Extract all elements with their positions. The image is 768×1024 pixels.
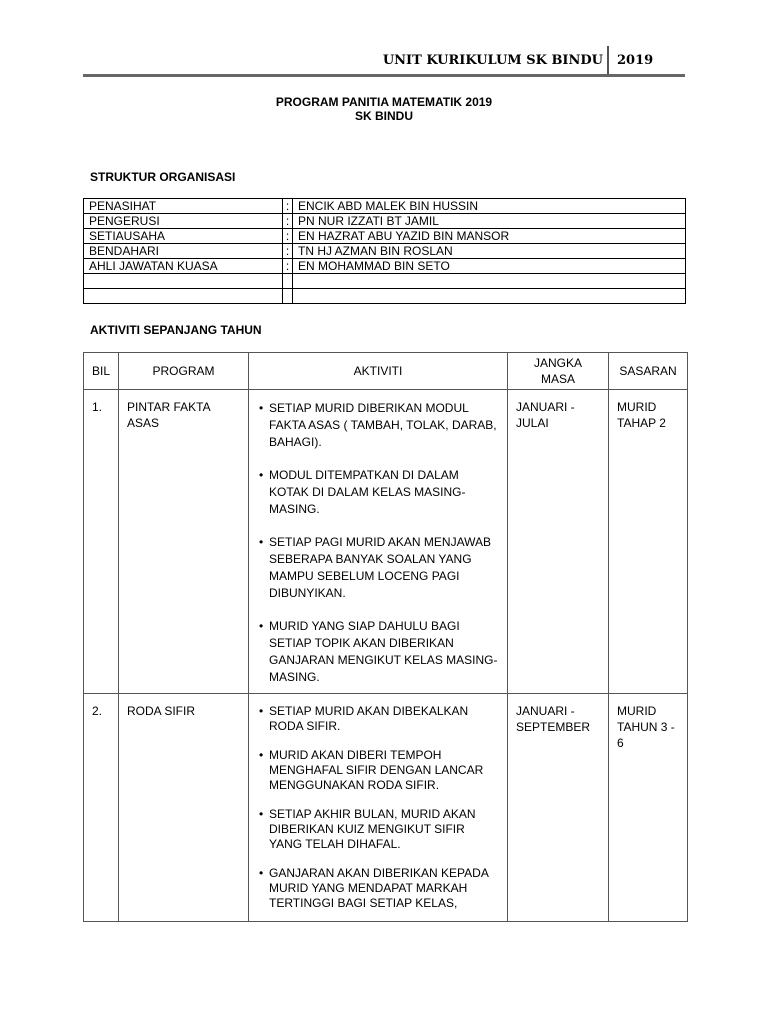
header-divider bbox=[607, 46, 609, 76]
row-sasaran: MURID TAHUN 3 - 6 bbox=[609, 694, 688, 922]
activity-item: • SETIAP PAGI MURID AKAN MENJAWAB SEBERAPA BANYAK SOALAN YANG MAMPU SEBELUM LOCENG PAGI DIBUNYIKAN. bbox=[257, 534, 501, 602]
org-row-empty bbox=[84, 274, 686, 289]
org-separator: : bbox=[283, 244, 293, 259]
org-separator: : bbox=[283, 214, 293, 229]
organization-table bbox=[83, 198, 686, 304]
row-program: RODA SIFIR bbox=[119, 694, 249, 922]
activity-item: • MODUL DITEMPATKAN DI DALAM KOTAK DI DALAM KELAS MASING-MASING. bbox=[257, 467, 501, 518]
org-separator: : bbox=[283, 229, 293, 244]
org-name: TN HJ AZMAN BIN ROSLAN bbox=[293, 244, 686, 259]
row-bil: 1. bbox=[84, 390, 119, 694]
org-name: PN NUR IZZATI BT JAMIL bbox=[293, 214, 686, 229]
org-separator: : bbox=[283, 199, 293, 214]
org-role: AHLI JAWATAN KUASA bbox=[84, 259, 283, 274]
header-rule bbox=[83, 74, 685, 77]
org-name: ENCIK ABD MALEK BIN HUSSIN bbox=[293, 199, 686, 214]
org-row bbox=[84, 214, 686, 229]
activity-row bbox=[84, 390, 688, 694]
organization-heading: STRUKTUR ORGANISASI bbox=[90, 170, 236, 184]
row-activities bbox=[249, 390, 508, 694]
col-program: PROGRAM bbox=[119, 353, 249, 390]
org-row bbox=[84, 244, 686, 259]
org-row bbox=[84, 229, 686, 244]
row-jangka-masa: JANUARI - JULAI bbox=[508, 390, 609, 694]
title-line-1: PROGRAM PANITIA MATEMATIK 2019 bbox=[275, 95, 493, 109]
row-program: PINTAR FAKTA ASAS bbox=[119, 390, 249, 694]
document-title bbox=[83, 95, 685, 123]
org-row bbox=[84, 259, 686, 274]
header-year: 2019 bbox=[617, 53, 654, 68]
col-sasaran: SASARAN bbox=[609, 353, 688, 390]
org-name: EN MOHAMMAD BIN SETO bbox=[293, 259, 686, 274]
activity-item: • MURID YANG SIAP DAHULU BAGI SETIAP TOPIK AKAN DIBERIKAN GANJARAN MENGIKUT KELAS MASING-MASING. bbox=[257, 618, 501, 686]
title-line-2: SK BINDU bbox=[354, 109, 413, 123]
activity-item: • SETIAP MURID AKAN DIBEKALKAN RODA SIFIR. bbox=[257, 704, 501, 734]
activities-heading: AKTIVITI SEPANJANG TAHUN bbox=[90, 323, 262, 337]
org-role: PENGERUSI bbox=[84, 214, 283, 229]
row-activities bbox=[249, 694, 508, 922]
col-bil: BIL bbox=[84, 353, 119, 390]
activities-header-row bbox=[84, 353, 688, 390]
activities-table bbox=[83, 352, 688, 922]
row-jangka-masa: JANUARI - SEPTEMBER bbox=[508, 694, 609, 922]
activity-item: • GANJARAN AKAN DIBERIKAN KEPADA MURID YANG MENDAPAT MARKAH TERTINGGI BAGI SETIAP KELAS, bbox=[257, 866, 501, 911]
org-name: EN HAZRAT ABU YAZID BIN MANSOR bbox=[293, 229, 686, 244]
row-bil: 2. bbox=[84, 694, 119, 922]
org-role: BENDAHARI bbox=[84, 244, 283, 259]
activity-item: • SETIAP AKHIR BULAN, MURID AKAN DIBERIKAN KUIZ MENGIKUT SIFIR YANG TELAH DIHAFAL. bbox=[257, 807, 501, 852]
activity-row bbox=[84, 694, 688, 922]
org-separator: : bbox=[283, 259, 293, 274]
activity-item: • SETIAP MURID DIBERIKAN MODUL FAKTA ASAS ( TAMBAH, TOLAK, DARAB, BAHAGI). bbox=[257, 400, 501, 451]
org-row-empty bbox=[84, 289, 686, 304]
org-role: SETIAUSAHA bbox=[84, 229, 283, 244]
org-row bbox=[84, 199, 686, 214]
col-aktiviti: AKTIVITI bbox=[249, 353, 508, 390]
row-sasaran: MURID TAHAP 2 bbox=[609, 390, 688, 694]
activity-item: • MURID AKAN DIBERI TEMPOH MENGHAFAL SIFIR DENGAN LANCAR MENGGUNAKAN RODA SIFIR. bbox=[257, 748, 501, 793]
col-jangka-masa: JANGKA MASA bbox=[508, 353, 609, 390]
header-unit-title: UNIT KURIKULUM SK BINDU bbox=[382, 53, 603, 68]
org-role: PENASIHAT bbox=[84, 199, 283, 214]
